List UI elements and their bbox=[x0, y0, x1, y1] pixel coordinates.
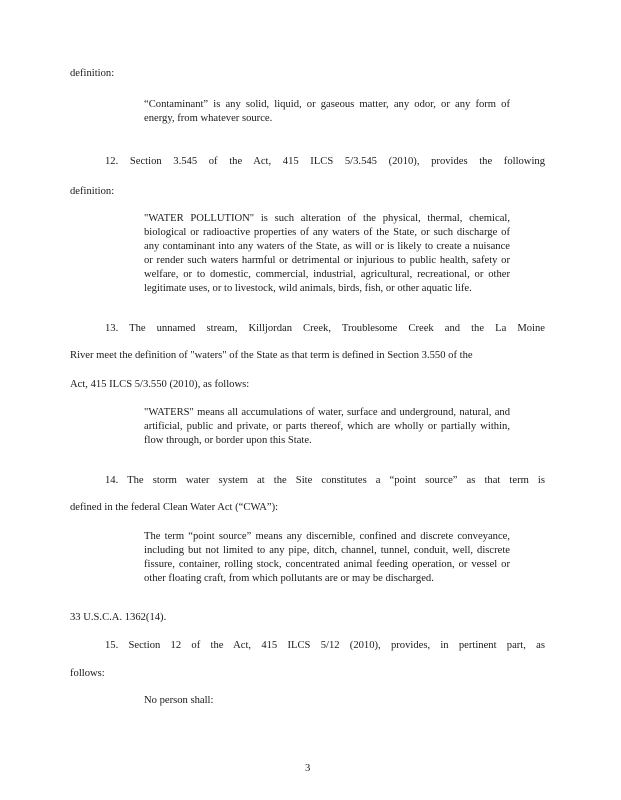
paragraph-number: 15. bbox=[105, 640, 119, 651]
paragraph-text: The unnamed stream, Killjordan Creek, Troublesome Creek and the La Moine bbox=[129, 323, 545, 334]
paragraph-15-line-2: follows: bbox=[70, 668, 105, 679]
paragraph-13-line-3: Act, 415 ILCS 5/3.550 (2010), as follows: bbox=[70, 379, 250, 390]
paragraph-number: 14. bbox=[105, 475, 119, 486]
paragraph-12-first-line bbox=[105, 156, 545, 167]
definition-label: definition: bbox=[70, 68, 115, 79]
quote-contaminant: “Contaminant” is any solid, liquid, or gaseous matter, any odor, or any form of energy, from whatever source. bbox=[144, 99, 510, 125]
page-number: 3 bbox=[305, 763, 311, 774]
paragraph-13-line-2: River meet the definition of "waters" of the State as that term is defined in Section 3.550 of the bbox=[70, 350, 473, 361]
definition-label: definition: bbox=[70, 186, 115, 197]
citation: 33 U.S.C.A. 1362(14). bbox=[70, 612, 167, 623]
quote-water-pollution: "WATER POLLUTION" is such alteration of the physical, thermal, chemical, biological or radioactive properties of any waters of the State, or such discharge of any contaminant into any waters of the State, as will or is likely to create a nuisance or render such waters harmful or detrimental or injurious to public health, safety or welfare, or to domestic, commercial, industrial, agricultural, recreational, or other legitimate uses, or to livestock, wild animals, birds, fish, or other aquatic life. bbox=[144, 213, 510, 295]
quote-waters: "WATERS" means all accumulations of water, surface and underground, natural, and artificial, public and private, or parts thereof, which are wholly or partially within, flow through, or border upon this State. bbox=[144, 407, 510, 447]
paragraph-14-line-2: defined in the federal Clean Water Act (“CWA”): bbox=[70, 502, 279, 513]
paragraph-text: The storm water system at the Site constitutes a “point source” as that term is bbox=[127, 475, 546, 486]
paragraph-text: Section 3.545 of the Act, 415 ILCS 5/3.545 (2010), provides the following bbox=[129, 156, 545, 167]
paragraph-number: 13. bbox=[105, 323, 119, 334]
no-person-shall: No person shall: bbox=[144, 695, 214, 706]
quote-point-source: The term “point source” means any discernible, confined and discrete conveyance, including but not limited to any pipe, ditch, channel, tunnel, conduit, well, discrete fissure, container, rolling stock, concentrated animal feeding operation, or vessel or other floating craft, from which pollutants are or may be discharged. bbox=[144, 531, 510, 585]
paragraph-14-first-line bbox=[105, 475, 545, 486]
paragraph-13-first-line bbox=[105, 323, 545, 334]
paragraph-15-first-line bbox=[105, 640, 545, 651]
paragraph-number: 12. bbox=[105, 156, 119, 167]
paragraph-text: Section 12 of the Act, 415 ILCS 5/12 (2010), provides, in pertinent part, as bbox=[128, 640, 545, 651]
